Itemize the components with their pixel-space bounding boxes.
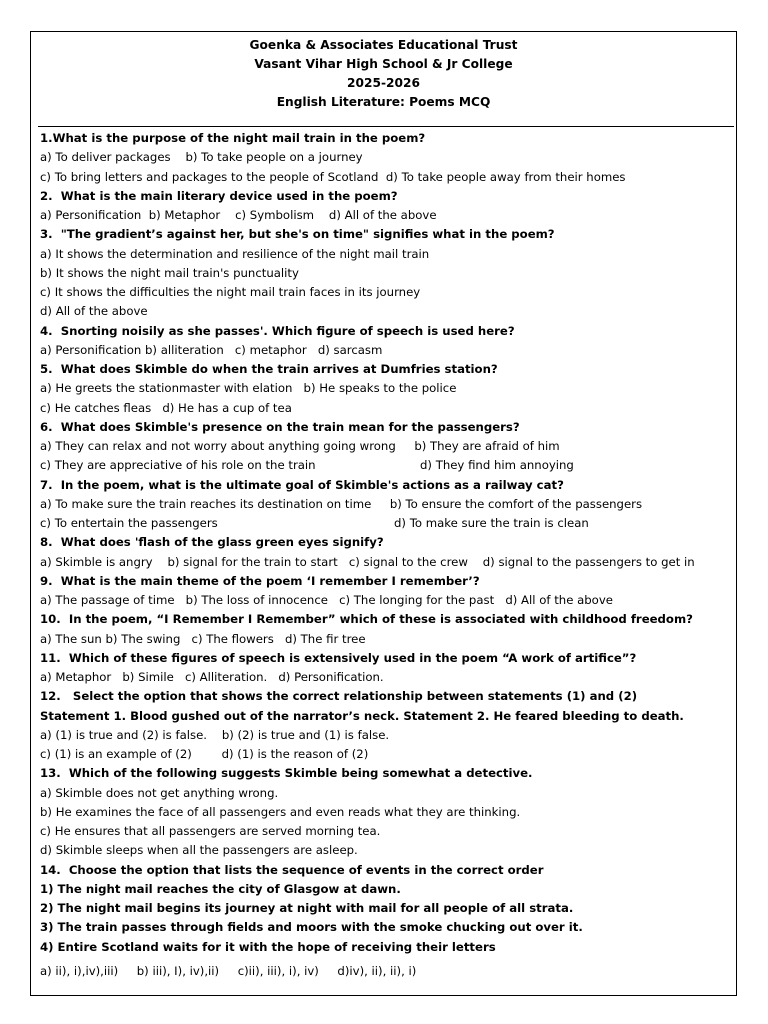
option-line: c) It shows the difficulties the night mail train faces in its journey: [40, 285, 421, 299]
header-divider: [38, 126, 734, 127]
academic-year: 2025-2026: [347, 76, 420, 90]
document-header: [30, 36, 737, 112]
option-line: a) They can relax and not worry about anything going wrong b) They are afraid of him: [40, 439, 560, 453]
question-line: Statement 1. Blood gushed out of the narrator’s neck. Statement 2. He feared bleeding to death.: [40, 708, 684, 723]
option-line: a) The passage of time b) The loss of innocence c) The longing for the past d) All of the above: [40, 593, 613, 607]
question-line: 1) The night mail reaches the city of Glasgow at dawn.: [40, 881, 401, 896]
question-line: 8. What does 'flash of the glass green eyes signify?: [40, 535, 384, 550]
option-line: a) Metaphor b) Simile c) Alliteration. d) Personification.: [40, 670, 384, 684]
option-line: a) (1) is true and (2) is false. b) (2) is true and (1) is false.: [40, 727, 390, 742]
option-line: a) Skimble is angry b) signal for the train to start c) signal to the crew d) signal to the passengers to get in: [40, 554, 695, 569]
option-line: a) He greets the stationmaster with elation b) He speaks to the police: [40, 381, 457, 396]
question-line: 5. What does Skimble do when the train arrives at Dumfries station?: [40, 362, 498, 376]
question-list: [40, 129, 730, 981]
question-line: 12. Select the option that shows the correct relationship between statements (1) and (2): [40, 689, 638, 704]
option-line: d) All of the above: [40, 304, 148, 319]
option-line: c) He ensures that all passengers are served morning tea.: [40, 824, 381, 838]
option-line: a) The sun b) The swing c) The flowers d) The fir tree: [40, 631, 366, 646]
question-line: 13. Which of the following suggests Skimble being somewhat a detective.: [40, 766, 533, 781]
option-line: a) Skimble does not get anything wrong.: [40, 785, 279, 800]
question-line: 2) The night mail begins its journey at night with mail for all people of all strata.: [40, 901, 574, 915]
option-line: c) He catches fleas d) He has a cup of tea: [40, 400, 292, 415]
question-line: 4) Entire Scotland waits for it with the hope of receiving their letters: [40, 939, 496, 954]
question-line: 10. In the poem, “I Remember I Remember” which of these is associated with childhood freedom?: [40, 612, 693, 627]
question-line: 6. What does Skimble's presence on the train mean for the passengers?: [40, 419, 520, 434]
question-line: 1.What is the purpose of the night mail train in the poem?: [40, 131, 426, 145]
school-name: Vasant Vihar High School & Jr College: [254, 57, 513, 71]
option-line: b) He examines the face of all passengers and even reads what they are thinking.: [40, 804, 521, 819]
question-line: 3) The train passes through fields and moors with the smoke chucking out over it.: [40, 920, 583, 935]
option-right: d) To make sure the train is clean: [394, 516, 589, 530]
option-line: a) To deliver packages b) To take people on a journey: [40, 150, 363, 165]
option-right: d) They find him annoying: [420, 458, 574, 473]
option-line: a) Personification b) alliteration c) metaphor d) sarcasm: [40, 342, 383, 357]
option-line: d) Skimble sleeps when all the passengers are asleep.: [40, 843, 358, 858]
question-line: 14. Choose the option that lists the sequence of events in the correct order: [40, 862, 544, 877]
option-line: c) To bring letters and packages to the people of Scotland d) To take people away from their homes: [40, 169, 626, 184]
option-line: b) It shows the night mail train's punctuality: [40, 265, 299, 280]
option-line: [40, 514, 730, 533]
option-line: a) ii), i),iv),iii) b) iii), I), iv),ii) c)ii), iii), i), iv) d)iv), ii), ii), i): [40, 963, 417, 978]
question-line: 7. In the poem, what is the ultimate goal of Skimble's actions as a railway cat?: [40, 477, 564, 492]
trust-name: Goenka & Associates Educational Trust: [249, 38, 518, 52]
question-line: 9. What is the main theme of the poem ‘I remember I remember’?: [40, 573, 480, 588]
option-line: [40, 456, 730, 475]
question-line: 2. What is the main literary device used in the poem?: [40, 188, 398, 203]
option-line: a) Personification b) Metaphor c) Symbolism d) All of the above: [40, 208, 437, 222]
subject-title: English Literature: Poems MCQ: [276, 95, 491, 109]
option-line: c) (1) is an example of (2) d) (1) is the reason of (2): [40, 747, 369, 761]
option-line: a) It shows the determination and resilience of the night mail train: [40, 246, 430, 261]
question-line: 3. "The gradient’s against her, but she's on time" signifies what in the poem?: [40, 227, 555, 242]
question-line: 11. Which of these figures of speech is extensively used in the poem “A work of artifice”?: [40, 650, 637, 665]
option-left: c) To entertain the passengers: [40, 516, 218, 530]
option-line: a) To make sure the train reaches its destination on time b) To ensure the comfort of the passengers: [40, 496, 643, 511]
question-line: 4. Snorting noisily as she passes'. Which figure of speech is used here?: [40, 323, 515, 338]
option-left: c) They are appreciative of his role on the train: [40, 458, 316, 473]
